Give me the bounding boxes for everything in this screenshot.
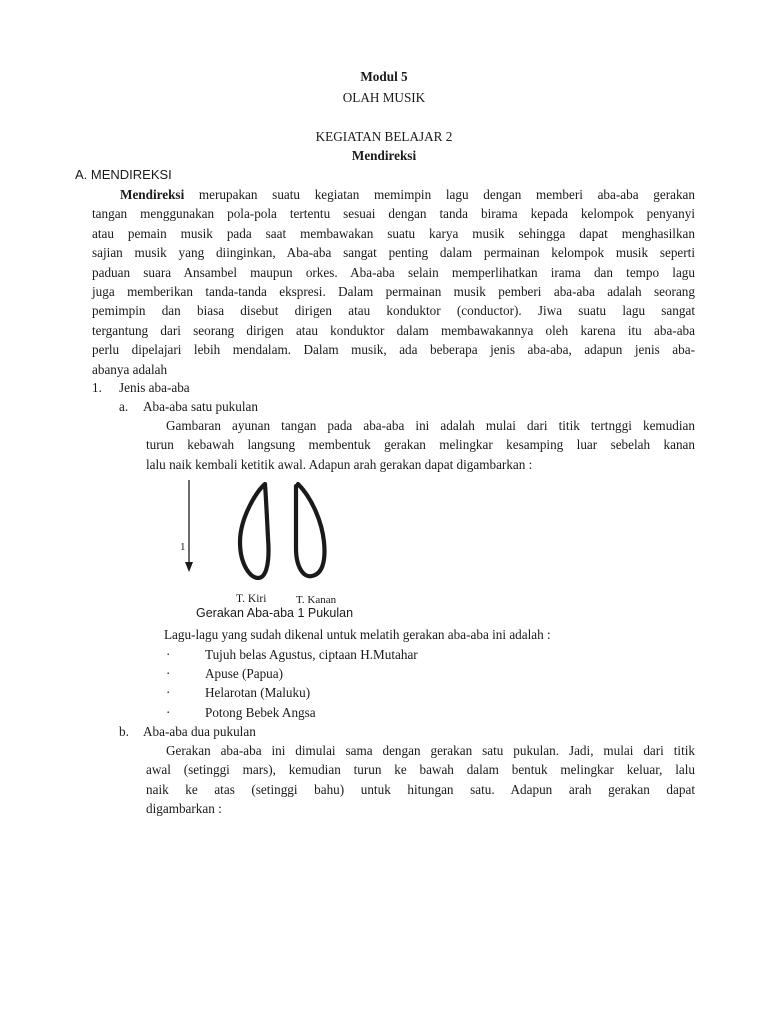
module-number: Modul 5 xyxy=(360,69,408,84)
intro-line: abanya adalah xyxy=(92,361,168,377)
bullet-mark: · xyxy=(166,647,171,662)
intro-line: sajian musik yang diinginkan, Aba-aba sangat penting dalam permainan kelompok musik seperti xyxy=(92,245,695,261)
intro-text: merupakan suatu kegiatan memimpin lagu dengan memberi aba-aba gerakan xyxy=(184,187,695,202)
item-b-letter: b. xyxy=(119,724,129,739)
song-item: Helarotan (Maluku) xyxy=(205,685,311,700)
list-number: 1. xyxy=(92,380,102,395)
figure-caption: Gerakan Aba-aba 1 Pukulan xyxy=(196,606,354,620)
section-heading: A. MENDIREKSI xyxy=(75,167,172,182)
arrow-label: 1 xyxy=(180,541,186,553)
right-hand-label: T. Kanan xyxy=(296,594,337,606)
song-item: Potong Bebek Angsa xyxy=(205,705,316,720)
intro-line: tangan menggunakan pola-pola tertentu sesuai dengan tanda birama kepada kelompok penyanyi xyxy=(92,206,695,222)
item-b-line: naik ke atas (setinggi bahu) untuk hitungan satu. Adapun arah gerakan dapat xyxy=(146,781,695,797)
left-hand-label: T. Kiri xyxy=(236,593,267,605)
item-a-line: lalu naik kembali ketitik awal. Adapun arah gerakan dapat digambarkan : xyxy=(146,456,533,472)
intro-line xyxy=(92,185,695,204)
songs-intro: Lagu-lagu yang sudah dikenal untuk melatih gerakan aba-aba ini adalah : xyxy=(164,627,551,642)
arrow-head-icon xyxy=(185,562,193,572)
list-title: Jenis aba-aba xyxy=(119,380,190,395)
intro-paragraph xyxy=(92,185,695,379)
item-a-paragraph xyxy=(146,416,695,474)
bullet-mark: · xyxy=(166,666,171,681)
item-b-line: Gerakan aba-aba ini dimulai sama dengan gerakan satu pukulan. Jadi, mulai dari titik xyxy=(166,743,695,758)
intro-line: pemimpin dan biasa disebut dirigen atau konduktor (conductor). Jiwa suatu lagu sangat xyxy=(92,303,695,319)
intro-line: atau pemain musik pada saat membawakan suatu karya musik sehingga dapat menghasilkan xyxy=(92,225,695,241)
intro-line: perlu dipelajari lebih mendalam. Dalam musik, ada beberapa jenis aba-aba, adapun jenis aba- xyxy=(92,342,695,358)
item-a-title: Aba-aba satu pukulan xyxy=(143,399,258,414)
item-b-line: digambarkan : xyxy=(146,801,222,817)
song-item: Tujuh belas Agustus, ciptaan H.Mutahar xyxy=(205,647,418,662)
right-hand-loop xyxy=(296,484,325,576)
module-subject: OLAH MUSIK xyxy=(342,90,426,105)
activity-heading: KEGIATAN BELAJAR 2 xyxy=(315,129,453,144)
intro-bold-term: Mendireksi xyxy=(120,187,185,202)
one-beat-diagram xyxy=(168,478,368,624)
intro-line: paduan suara Ansambel maupun orkes. Aba-aba selain memperlihatkan irama dan tempo lagu xyxy=(92,264,695,280)
song-item: Apuse (Papua) xyxy=(205,666,284,681)
item-b-title: Aba-aba dua pukulan xyxy=(143,724,256,739)
item-b-line: awal (setinggi mars), kemudian turun ke bawah dalam bentuk melingkar keluar, lalu xyxy=(146,762,695,778)
bullet-mark: · xyxy=(166,685,171,700)
item-a-line: Gambaran ayunan tangan pada aba-aba ini adalah mulai dari titik tertnggi kemudian xyxy=(166,418,695,433)
bullet-mark: · xyxy=(166,705,171,720)
item-a-letter: a. xyxy=(119,399,129,414)
conducting-figure xyxy=(168,478,368,624)
left-hand-loop xyxy=(240,484,269,578)
intro-line: tergantung dari seorang dirigen atau konduktor dalam membawakannya oleh karena itu aba-aba xyxy=(92,322,695,338)
item-a-line: turun kebawah langsung membentuk gerakan melingkar kesamping luar sebelah kanan xyxy=(146,437,695,453)
activity-title: Mendireksi xyxy=(351,148,417,163)
item-b-paragraph xyxy=(146,741,695,819)
intro-line: juga memberikan tanda-tanda ekspresi. Dalam permainan musik pemberi aba-aba adalah seorang xyxy=(92,284,695,300)
